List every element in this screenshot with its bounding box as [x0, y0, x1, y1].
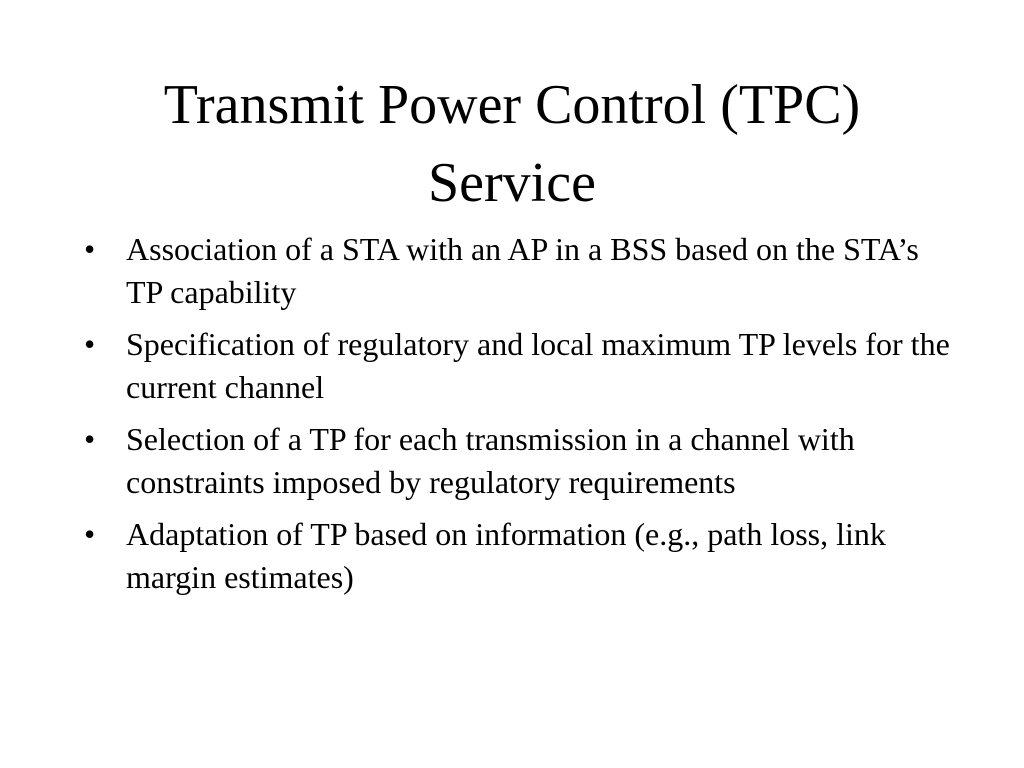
- bullet-item: [84, 323, 954, 409]
- bullet-text: Association of a STA with an AP in a BSS based on the STA’s TP capability: [126, 231, 919, 310]
- bullet-text: Adaptation of TP based on information (e.g., path loss, link margin estimates): [126, 516, 886, 595]
- bullet-marker: •: [84, 326, 96, 362]
- bullet-item: [84, 513, 954, 599]
- bullet-marker: •: [84, 516, 96, 552]
- bullet-text: Selection of a TP for each transmission in a channel with constraints imposed by regulatory requirements: [126, 421, 855, 500]
- slide-title-line-1: Transmit Power Control (TPC): [163, 74, 861, 136]
- bullet-marker: •: [84, 231, 96, 267]
- bullet-list: [84, 228, 954, 608]
- bullet-text: Specification of regulatory and local maximum TP levels for the current channel: [126, 326, 950, 405]
- bullet-item: [84, 228, 954, 314]
- bullet-item: [84, 418, 954, 504]
- slide-title: [0, 66, 1024, 222]
- bullet-marker: •: [84, 421, 96, 457]
- slide-title-line-2: Service: [428, 152, 596, 214]
